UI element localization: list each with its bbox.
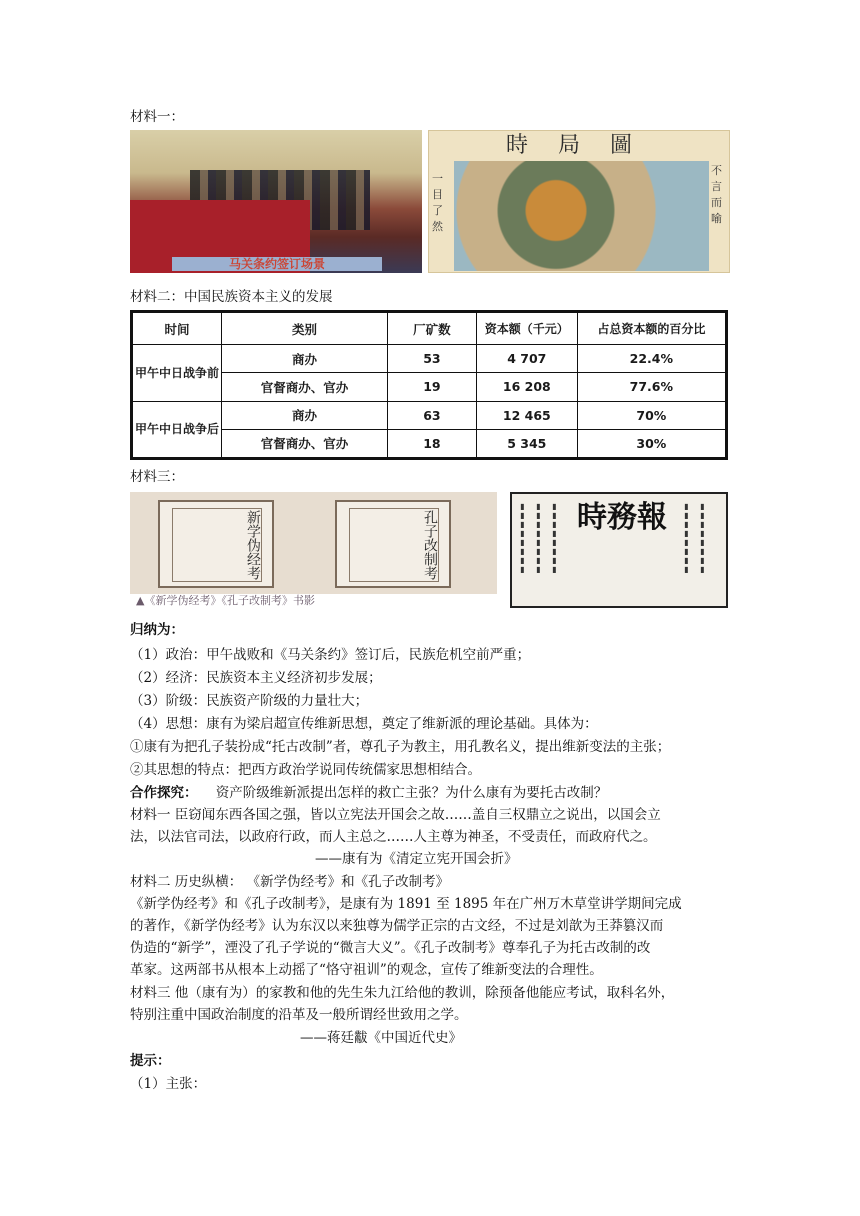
- hint-item: （1）主张：: [130, 1076, 207, 1092]
- material-text: 伪造的“新学”，湮没了孔子学说的“微言大义”。《孔子改制考》尊奉孔子为托古改制的改: [130, 940, 651, 956]
- books-caption: ▲《新学伪经考》《孔子改制考》书影: [130, 594, 497, 608]
- material-text: 特别注重中国政治制度的沿革及一般所谓经世致用之学。: [130, 1007, 468, 1023]
- header-capital: 资本额（千元）: [476, 313, 577, 345]
- explore-title: 合作探究：: [130, 785, 198, 801]
- book2-title-b: 考: [422, 566, 438, 580]
- table-cell: 18: [387, 429, 476, 457]
- shiju-map-image: [428, 130, 730, 273]
- material-text: 材料三 他（康有为）的家教和他的先生朱九江给他的教训，除预备他能应考试，取科名外，: [130, 985, 675, 1001]
- book2-title: [349, 508, 439, 582]
- material-text: 《新学伪经考》和《孔子改制考》，是康有为 1891 至 1895 年在广州万木草堂讲学期间完成: [130, 896, 682, 912]
- table-cell: 5 345: [476, 429, 577, 457]
- table-cell: 12 465: [476, 401, 577, 429]
- header-time: 时间: [133, 313, 222, 345]
- treaty-signing-image: [130, 130, 422, 273]
- newspaper-column-decoration: ▮▮▮▮▮▮▮▮: [534, 502, 543, 574]
- material3-label: 材料三：: [130, 469, 184, 485]
- summary-item: （4）思想：康有为梁启超宣传维新思想，奠定了维新派的理论基础。具体为：: [130, 716, 598, 732]
- book-covers-image: [130, 492, 497, 608]
- table-cell: 商办: [221, 345, 387, 373]
- table-cell: 22.4%: [577, 345, 725, 373]
- header-category: 类别: [221, 313, 387, 345]
- explore-question: 资产阶级维新派提出怎样的救亡主张？为什么康有为要托古改制？: [215, 785, 608, 801]
- book1-title: 新学伪经考: [172, 508, 262, 582]
- table-cell: 53: [387, 345, 476, 373]
- header-count: 厂矿数: [387, 313, 476, 345]
- summary-item: ①康有为把孔子装扮成“托古改制”者，尊孔子为教主，用孔教名义，提出维新变法的主张；: [130, 739, 671, 755]
- summary-item: （3）阶级：民族资产阶级的力量壮大；: [130, 693, 369, 709]
- book-cover-1: [158, 500, 274, 588]
- map-title: 時局圖: [505, 133, 662, 158]
- summary-item: ②其思想的特点：把西方政治学说同传统儒家思想相结合。: [130, 762, 481, 778]
- table-cell: 官督商办、官办: [221, 373, 387, 401]
- newspaper-image: [510, 492, 728, 608]
- header-percent: 占总资本额的百分比: [577, 313, 725, 345]
- newspaper-column-decoration: ▮▮▮▮▮▮▮▮: [682, 502, 691, 574]
- explore-heading: [130, 783, 607, 803]
- summary-item: （2）经济：民族资本主义经济初步发展；: [130, 670, 382, 686]
- material-text: 材料一 臣窃闻东西各国之强，皆以立宪法开国会之故……盖自三权鼎立之说出，以国会立: [130, 807, 661, 823]
- period-after: 甲午中日战争后: [133, 401, 222, 458]
- material-text: 材料二 历史纵横： 《新学伪经考》和《孔子改制考》: [130, 874, 450, 890]
- map-left-text: 一目了然: [432, 172, 443, 233]
- table-cell: 商办: [221, 401, 387, 429]
- table-cell: 70%: [577, 401, 725, 429]
- material-source: ——蒋廷黻《中国近代史》: [300, 1030, 462, 1046]
- newspaper-column-decoration: ▮▮▮▮▮▮▮▮: [518, 502, 527, 574]
- summary-item: （1）政治：甲午战败和《马关条约》签订后，民族危机空前严重；: [130, 647, 531, 663]
- period-before: 甲午中日战争前: [133, 345, 222, 402]
- map-decoration: [454, 161, 709, 271]
- material-text: 法，以法官司法，以政府行政，而人主总之……人主尊为神圣，不受责任，而政府代之。: [130, 829, 657, 845]
- map-right-text: 不言而喻: [711, 164, 722, 225]
- hint-title: 提示：: [130, 1053, 171, 1069]
- table-cell: 30%: [577, 429, 725, 457]
- material2-label: 材料二：中国民族资本主义的发展: [130, 289, 333, 305]
- table-cell: 官督商办、官办: [221, 429, 387, 457]
- summary-title: 归纳为：: [130, 622, 184, 638]
- image-caption: 马关条约签订场景: [172, 257, 382, 271]
- table-cell: 16 208: [476, 373, 577, 401]
- newspaper-column-decoration: ▮▮▮▮▮▮▮▮: [698, 502, 707, 574]
- table-cell: 19: [387, 373, 476, 401]
- material-source: ——康有为《清定立宪开国会折》: [315, 851, 518, 867]
- material-text: 的著作，《新学伪经考》认为东汉以来独尊为儒学正宗的古文经，不过是刘歆为王莽篡汉而: [130, 918, 664, 934]
- table-cell: 77.6%: [577, 373, 725, 401]
- material1-label: 材料一：: [130, 109, 184, 125]
- newspaper-title: 時務報: [577, 500, 667, 535]
- newspaper-column-decoration: ▮▮▮▮▮▮▮▮: [550, 502, 559, 574]
- table-cell: 4 707: [476, 345, 577, 373]
- material-text: 革家。这两部书从根本上动摇了“恪守祖训”的观念，宣传了维新变法的合理性。: [130, 962, 603, 978]
- table-cell: 63: [387, 401, 476, 429]
- book-cover-2: [335, 500, 451, 588]
- book2-title-a: 孔子改制: [422, 510, 438, 566]
- capital-table: [130, 310, 728, 460]
